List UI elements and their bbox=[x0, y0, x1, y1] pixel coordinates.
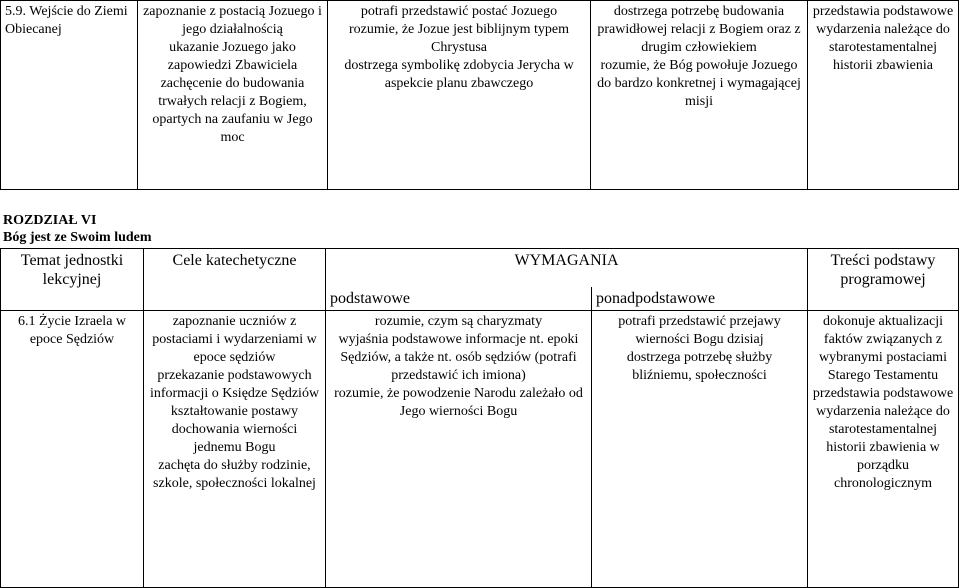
header-basic: podstawowe bbox=[326, 287, 592, 311]
header-advanced: ponadpodstawowe bbox=[592, 287, 808, 311]
header-goals: Cele katechetyczne bbox=[144, 249, 326, 311]
list-item: rozumie, czym są charyzmaty bbox=[374, 313, 543, 329]
list-item: kształtowanie postawy dochowania wierności jednemu Bogu bbox=[170, 403, 299, 455]
list-item: zapoznanie z postacią Jozuego i jego działalnością bbox=[143, 4, 322, 37]
lesson-plan-table bbox=[0, 248, 959, 588]
table-header-row bbox=[1, 249, 959, 287]
list-item: przedstawia podstawowe wydarzenia należące do starotestamentalnej historii zbawienia bbox=[812, 4, 954, 73]
list-item: rozumie, że powodzenie Narodu zależało od Jego wierności Bogu bbox=[334, 385, 583, 419]
basic-requirements-cell bbox=[326, 310, 592, 587]
curriculum-content-cell bbox=[808, 1, 959, 190]
list-item: zapoznanie uczniów z postaciami i wydarzeniami w epoce sędziów bbox=[152, 313, 317, 365]
table-row bbox=[1, 1, 959, 190]
topic-cell bbox=[1, 1, 138, 190]
list-item: potrafi przedstawić przejawy wierności Bogu dzisiaj bbox=[618, 313, 781, 347]
header-topic: Temat jednostki lekcyjnej bbox=[1, 249, 144, 311]
list-item: dokonuje aktualizacji faktów związanych z wybranymi postaciami Starego Testamentu bbox=[819, 313, 947, 383]
topic-cell: 6.1 Życie Izraela w epoce Sędziów bbox=[1, 310, 144, 587]
chapter-title: ROZDZIAŁ VI bbox=[3, 213, 97, 228]
advanced-requirements-cell bbox=[592, 310, 808, 587]
previous-lesson-table bbox=[0, 0, 959, 190]
chapter-subtitle: Bóg jest ze Swoim ludem bbox=[3, 230, 152, 245]
topic-text: 5.9. Wejście do Ziemi Obiecanej bbox=[5, 4, 128, 37]
list-item: rozumie, że Jozue jest biblijnym typem Chrystusa bbox=[348, 22, 570, 55]
advanced-requirements-cell bbox=[591, 1, 808, 190]
table-row bbox=[1, 310, 959, 587]
list-item: dostrzega potrzebę służby bliźniemu, społeczności bbox=[626, 349, 773, 383]
list-item: wyjaśnia podstawowe informacje nt. epoki Sędziów, a także nt. osób sędziów (potrafi przedstawić ich imiona) bbox=[338, 331, 579, 383]
section-heading bbox=[3, 212, 152, 246]
list-item: rozumie, że Bóg powołuje Jozuego do bardzo konkretnej i wymagającej misji bbox=[597, 58, 801, 109]
curriculum-content-cell bbox=[808, 310, 959, 587]
list-item: zachęcenie do budowania trwałych relacji z Bogiem, opartych na zaufaniu w Jego moc bbox=[152, 76, 313, 145]
list-item: zachęta do służby rodzinie, szkole, społeczności lokalnej bbox=[153, 457, 316, 491]
list-item: dostrzega potrzebę budowania prawidłowej relacji z Bogiem oraz z drugim człowiekiem bbox=[597, 4, 801, 55]
basic-requirements-cell bbox=[328, 1, 591, 190]
list-item: przedstawia podstawowe wydarzenia należące do starotestamentalnej historii zbawienia w porządku chronologicznym bbox=[812, 385, 954, 491]
header-requirements: WYMAGANIA bbox=[326, 249, 808, 287]
list-item: ukazanie Jozuego jako zapowiedzi Zbawiciela bbox=[167, 40, 298, 73]
list-item: potrafi przedstawić postać Jozuego bbox=[360, 4, 558, 19]
goals-cell bbox=[144, 310, 326, 587]
list-item: dostrzega symbolikę zdobycia Jerycha w aspekcie planu zbawczego bbox=[344, 58, 574, 91]
goals-cell bbox=[138, 1, 328, 190]
header-content: Treści podstawy programowej bbox=[808, 249, 959, 311]
list-item: przekazanie podstawowych informacji o Księdze Sędziów bbox=[149, 367, 320, 401]
